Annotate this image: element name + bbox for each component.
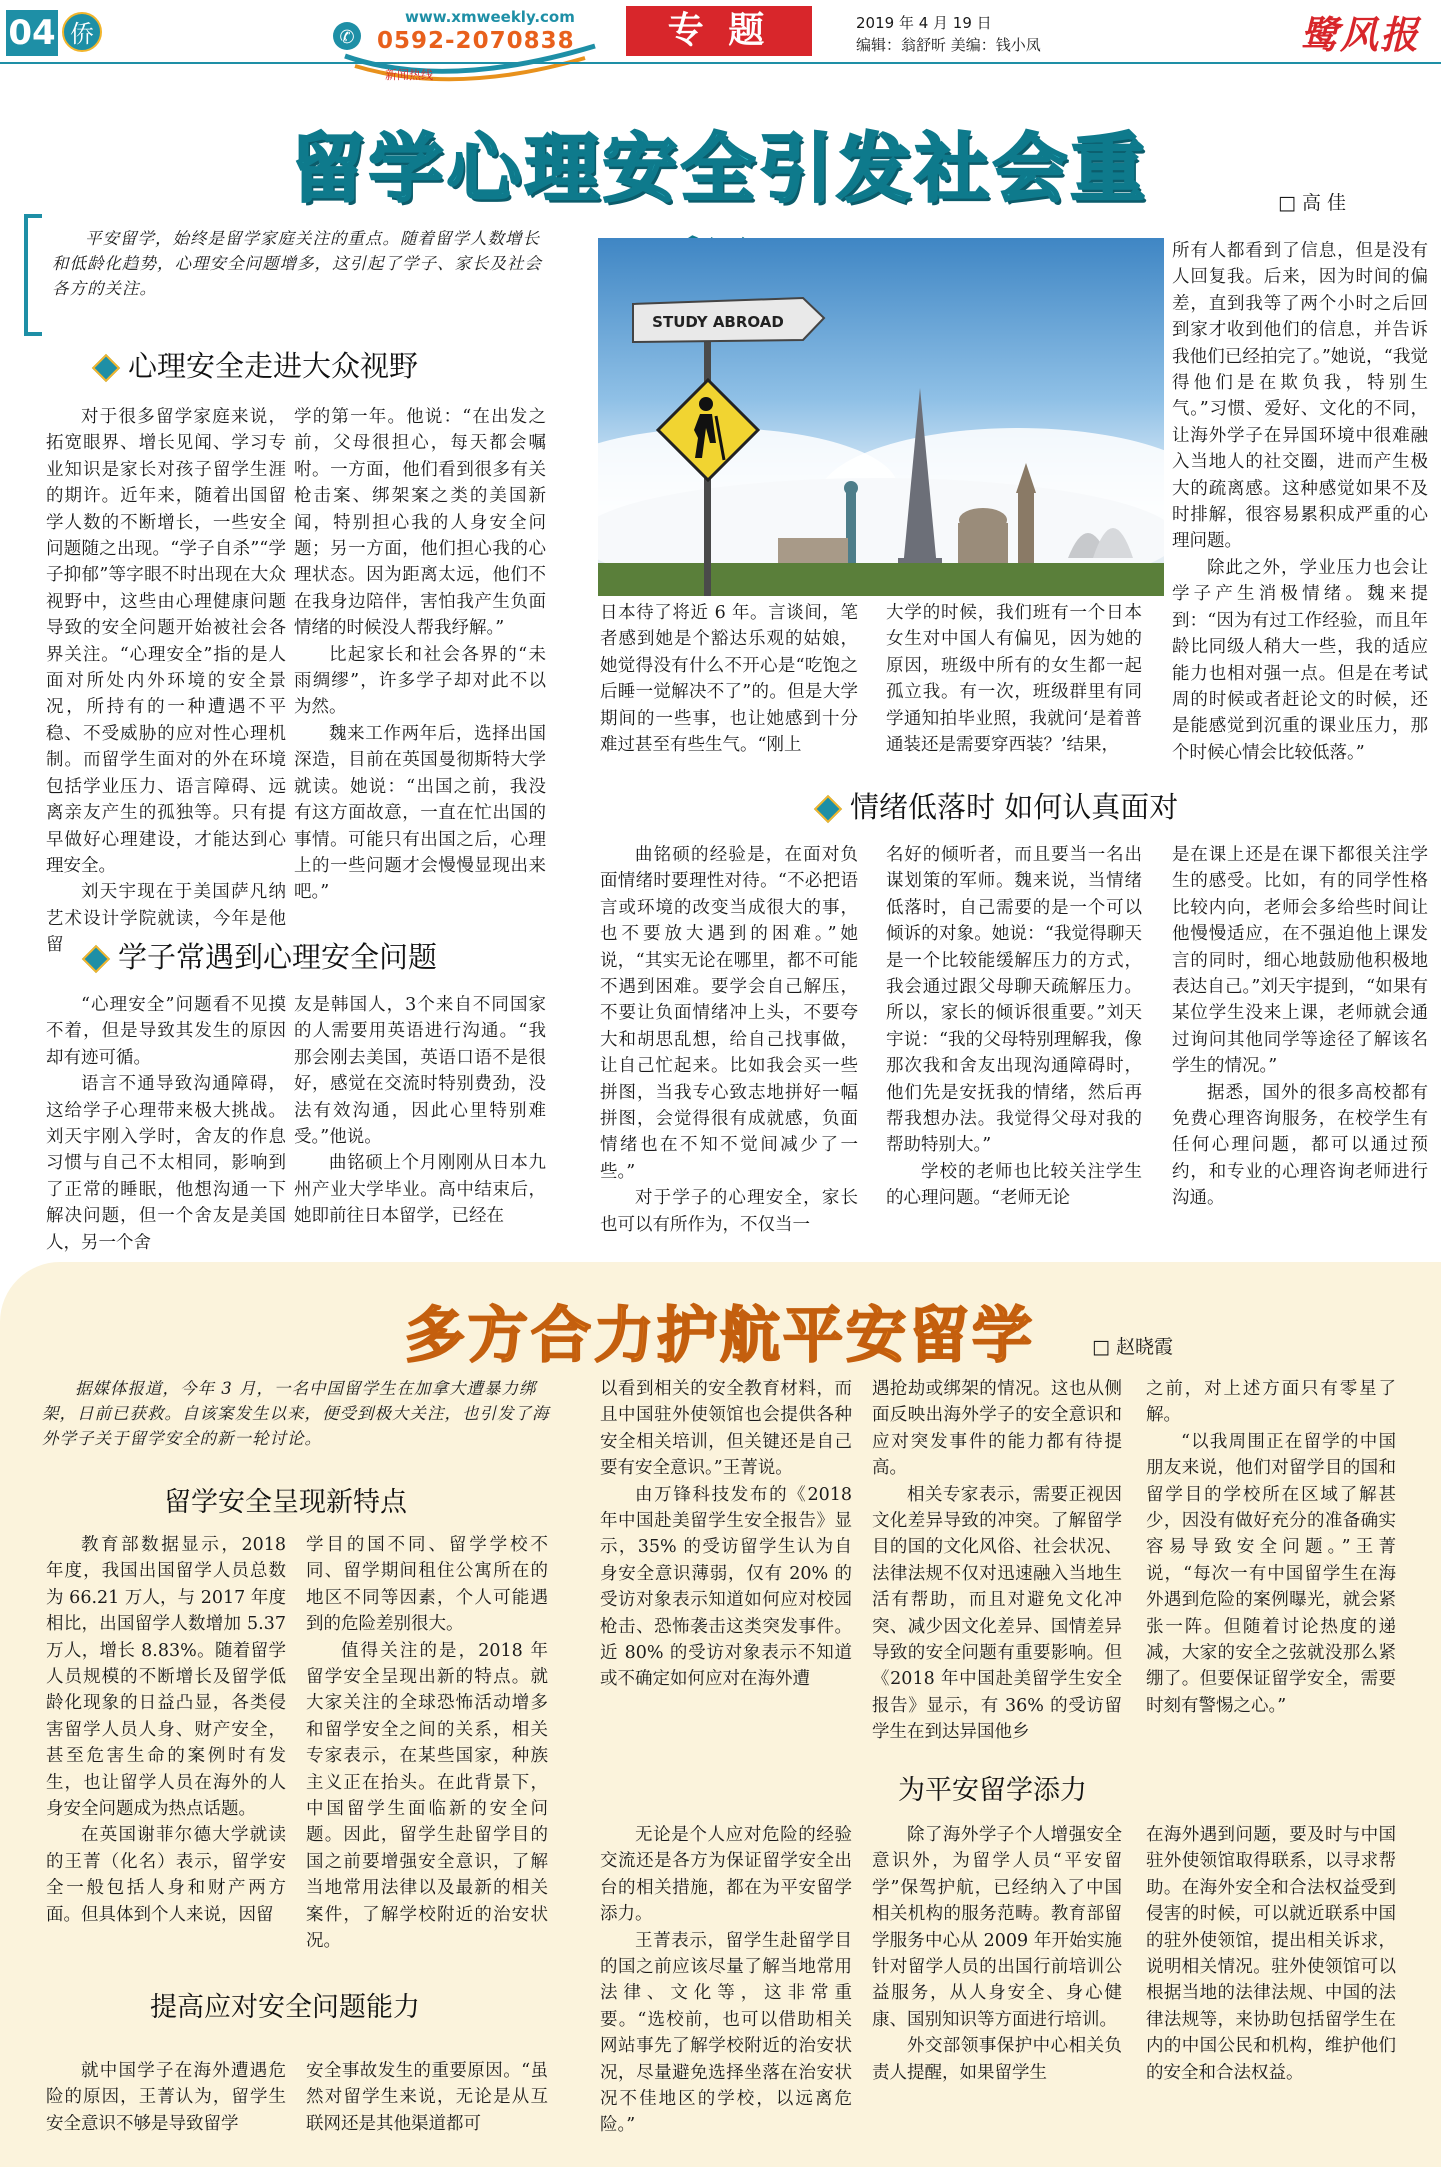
article2-subhead-1: 留学安全呈现新特点 bbox=[164, 1487, 407, 1518]
article1-col-5 bbox=[600, 600, 858, 758]
paragraph: 遇抢劫或绑架的情况。这也从侧面反映出海外学子的安全意识和应对突发事件的能力都有待提高。 bbox=[872, 1379, 1122, 1479]
paragraph: 比起家长和社会各界的“未雨绸缪”，许多学子却对此不以为然。 bbox=[294, 644, 546, 718]
paragraph: 由万锋科技发布的《2018 年中国赴美留学生安全报告》显示，35% 的受访留学生认为自身安全意识薄弱，仅有 20% 的受访对象表示知道如何应对校园枪击、恐怖袭击这类突发事件。近 80% 的受访对象表示不知道或不确定如何应对在海外遭 bbox=[600, 1484, 852, 1690]
website-url[interactable]: www.xmweekly.com bbox=[405, 8, 575, 26]
article1-title: 留学心理安全引发社会重 bbox=[291, 126, 1149, 212]
paragraph: 学校的老师也比较关注学生的心理问题。“老师无论 bbox=[886, 1161, 1142, 1209]
paragraph: 曲铭硕上个月刚刚从日本九州产业大学毕业。高中结束后，她即前往日本留学，已经在 bbox=[294, 1153, 546, 1227]
article1-subhead-1 bbox=[96, 344, 418, 385]
study-abroad-illustration bbox=[598, 238, 1164, 596]
article2-lead: 据媒体报道，今年 3 月，一名中国留学生在加拿大遭暴力绑架，日前已获救。自该案发生以来，便受到极大关注，也引发了海外学子关于留学安全的新一轮讨论。 bbox=[42, 1379, 550, 1448]
paragraph: 就中国学子在海外遭遇危险的原因，王菁认为，留学生安全意识不够是导致留学 bbox=[46, 2061, 286, 2134]
paragraph: 是在课上还是在课下都很关注学生的感受。比如，有的同学性格比较内向，老师会多给些时间让他慢慢适应，在不强迫他上课发言的同时，细心地鼓励他积极地表达自己。”刘天宇提到，“如果有某位学生没来上课，老师就会通过询问其他同学等途径了解该名学生的情况。” bbox=[1172, 845, 1428, 1077]
paragraph: 日本待了将近 6 年。言谈间，笔者感到她是个豁达乐观的姑娘，她觉得没有什么不开心是“吃饱之后睡一觉解决不了”的。但是大学期间的一些事，也让她感到十分难过甚至有些生气。“刚上 bbox=[600, 603, 858, 756]
paragraph: 除了海外学子个人增强安全意识外，为留学人员“平安留学”保驾护航，已经纳入了中国相关机构的服务范畴。教育部留学服务中心从 2009 年开始实施针对留学人员的出国行前培训公益服务，从人身安全、身心健康、国别知识等方面进行培训。 bbox=[872, 1825, 1122, 2030]
hotline-phone: 0592-2070838 bbox=[377, 28, 575, 54]
article1-subhead-2 bbox=[86, 935, 437, 976]
paragraph: 除此之外，学业压力也会让学子产生消极情绪。魏来提到：“因为有过工作经验，而且年龄比同级人稍大一些，我的适应能力也相对强一点。但是在考试周的时候或者赶论文的时候，还是能感觉到沉重的课业压力，那个时候心情会比较低落。” bbox=[1172, 557, 1428, 763]
hotline-label: 新闻热线 bbox=[385, 68, 434, 82]
article2-col-5 bbox=[1146, 1376, 1396, 1719]
article2-col-9 bbox=[872, 1822, 1122, 2086]
article1-col-9 bbox=[886, 842, 1142, 1212]
paragraph: 刘天宇现在于美国萨凡纳艺术设计学院就读，今年是他留 bbox=[46, 882, 286, 956]
article2-col-1 bbox=[46, 1532, 286, 1928]
article2-title: 多方合力护航平安留学 bbox=[405, 1301, 1035, 1371]
paragraph: 在海外遇到问题，要及时与中国驻外使领馆取得联系，以寻求帮助。在海外安全和合法权益受到侵害的时候，可以就近联系中国的驻外使领馆，提出相关诉求，说明相关情况。驻外使领馆可以根据当地的法律法规、中国的法律法规等，来协助包括留学生在内的中国公民和机构，维护他们的安全和合法权益。 bbox=[1146, 1825, 1396, 2083]
paragraph: 值得关注的是，2018 年留学安全呈现出新的特点。就大家关注的全球恐怖活动增多和留学安全之间的关系，相关专家表示，在某些国家，种族主义正在抬头。在此背景下，中国留学生面临新的安全问题。因此，留学生赴留学目的国之前要增强安全意识，了解当地常用法律以及最新的相关案件，了解学校附近的治安状况。 bbox=[306, 1640, 548, 1952]
article2-col-6 bbox=[46, 2058, 286, 2137]
diamond-bullet-icon bbox=[814, 795, 842, 823]
paragraph: 外交部领事保护中心相关负责人提醒，如果留学生 bbox=[872, 2036, 1122, 2083]
article2-col-10 bbox=[1146, 1822, 1396, 2086]
lead-bracket bbox=[24, 214, 42, 336]
paragraph: 对于很多留学家庭来说，拓宽眼界、增长见闻、学习专业知识是家长对孩子留学生涯的期许。近年来，随着出国留学人数的不断增长，一些安全问题随之出现。“学子自杀”“学子抑郁”等字眼不时出现在大众视野中，这些由心理健康问题导致的安全问题开始被社会各界关注。“心理安全”指的是人面对所处内外环境的安全景况，所持有的一种遭遇不平稳、不受威胁的应对性心理机制。而留学生面对的外在环境包括学业压力、语言障碍、远离亲友产生的孤独等。只有提早做好心理建设，才能达到心理安全。 bbox=[46, 407, 286, 876]
signpost-text: STUDY ABROAD bbox=[652, 313, 784, 331]
article1-col-7 bbox=[1172, 238, 1428, 766]
article1-col-10 bbox=[1172, 842, 1428, 1212]
paragraph: 学目的国不同、留学学校不同、留学期间租住公寓所在的地区不同等因素，个人可能遇到的危险差别很大。 bbox=[306, 1535, 548, 1635]
paragraph: 教育部数据显示，2018 年度，我国出国留学人员总数为 66.21 万人，与 2017 年度相比，出国留学人数增加 5.37 万人，增长 8.83%。随着留学人员规模的不断增长及留学低龄化现象的日益凸显，各类侵害留学人员人身、财产安全，甚至危害生命的案例时有发生，也让留学人员在海外的人身安全问题成为热点话题。 bbox=[46, 1535, 286, 1820]
article2-subhead-2: 提高应对安全问题能力 bbox=[150, 1992, 420, 2023]
article1-col-2 bbox=[294, 404, 546, 906]
paragraph: 曲铭硕的经验是，在面对负面情绪时要理性对待。“不必把语言或环境的改变当成很大的事，也不要放大遇到的困难。”她说，“其实无论在哪里，都不可能不遇到困难。要学会自己解压，不要让负面情绪冲上头，不要夸大和胡思乱想，给自己找事做，让自己忙起来。比如我会买一些拼图，当我专心致志地拼好一幅拼图，会觉得很有成就感，负面情绪也在不知不觉间减少了一些。” bbox=[600, 845, 858, 1182]
paragraph: 据悉，国外的很多高校都有免费心理咨询服务，在校学生有任何心理问题，都可以通过预约，和专业的心理咨询老师进行沟通。 bbox=[1172, 1082, 1428, 1209]
article2-byline: □ 赵晓霞 bbox=[1092, 1336, 1173, 1358]
paragraph: 大学的时候，我们班有一个日本女生对中国人有偏见，因为她的原因，班级中所有的女生都一起孤立我。有一次，班级群里有同学通知拍毕业照，我就问‘是着普通装还是需要穿西装？’结果， bbox=[886, 603, 1142, 756]
article1-lead: 平安留学，始终是留学家庭关注的重点。随着留学人数增长和低龄化趋势，心理安全问题增多，这引起了学子、家长及社会各方的关注。 bbox=[52, 229, 542, 298]
paragraph: “以我周围正在留学的中国朋友来说，他们对留学目的国和留学目的学校所在区域了解甚少，因没有做好充分的准备确实容易导致安全问题。”王菁说，“每次一有中国留学生在海外遇到危险的案例曝光，就会紧张一阵。但随着讨论热度的递减，大家的安全之弦就没那么紧绷了。但要保证留学安全，需要时刻有警惕之心。” bbox=[1146, 1431, 1396, 1716]
article1-col-6 bbox=[886, 600, 1142, 758]
article2-col-2 bbox=[306, 1532, 548, 1955]
subhead-text: 心理安全走进大众视野 bbox=[128, 349, 419, 383]
paragraph: “心理安全”问题看不见摸不着，但是导致其发生的原因却有迹可循。 bbox=[46, 995, 286, 1068]
diamond-bullet-icon bbox=[92, 354, 120, 382]
paragraph: 语言不通导致沟通障碍，这给学子心理带来极大挑战。刘天宇刚入学时，舍友的作息习惯与自己不太相同，影响到了正常的睡眠，他想沟通一下解决问题，但一个舍友是美国人，另一个舍 bbox=[46, 1074, 286, 1253]
subhead-text: 学子常遇到心理安全问题 bbox=[118, 940, 438, 974]
header-rule bbox=[0, 62, 1441, 64]
paragraph: 以看到相关的安全教育材料，而且中国驻外使领馆也会提供各种安全相关培训，但关键还是自己要有安全意识。”王菁说。 bbox=[600, 1379, 852, 1479]
paragraph: 学的第一年。他说：“在出发之前，父母很担心，每天都会嘱咐。一方面，他们看到很多有关枪击案、绑架案之类的美国新闻，特别担心我的人身安全问题；另一方面，他们担心我的心理状态。因为距离太远，他们不在我身边陪伴，害怕我产生负面情绪的时候没人帮我纾解。” bbox=[294, 407, 546, 639]
hotline-logo bbox=[325, 6, 615, 86]
paragraph: 在英国谢菲尔德大学就读的王菁（化名）表示，留学安全一般包括人身和财产两方面。但具体到个人来说，因留 bbox=[46, 1825, 286, 1925]
paragraph: 王菁表示，留学生赴留学目的国之前应该尽量了解当地常用法律、文化等，这非常重要。“选校前，也可以借助相关网站事先了解学校附近的治安状况，尽量避免选择坐落在治安状况不佳地区的学校，以远离危险。” bbox=[600, 1930, 852, 2136]
paragraph: 安全事故发生的重要原因。“虽然对留学生来说，无论是从互联网还是其他渠道都可 bbox=[306, 2061, 548, 2134]
article1-byline: □ 高 佳 bbox=[1278, 192, 1347, 214]
page-tag-badge: 侨 bbox=[62, 12, 102, 52]
paragraph: 名好的倾听者，而且要当一名出谋划策的军师。魏来说，当情绪低落时，自己需要的是一个可以倾诉的对象。她说：“我觉得聊天是一个比较能缓解压力的方式，我会通过跟父母聊天疏解压力。所以，家长的倾诉很重要。”刘天宇说：“我的父母特别理解我，像那次我和舍友出现沟通障碍时，他们先是安抚我的情绪，然后再帮我想办法。我觉得父母对我的帮助特别大。” bbox=[886, 845, 1142, 1156]
article2-col-7 bbox=[306, 2058, 548, 2137]
article1-col-8 bbox=[600, 842, 858, 1238]
article2-col-4 bbox=[872, 1376, 1122, 1746]
issue-date: 2019 年 4 月 19 日 bbox=[856, 14, 992, 32]
editors-line: 编辑：翁舒昕 美编：钱小凤 bbox=[856, 36, 1041, 54]
article1-subhead-3 bbox=[818, 785, 1178, 826]
subhead-text: 情绪低落时 如何认真面对 bbox=[850, 790, 1179, 824]
paper-name-logo: 鹭风报 bbox=[1300, 12, 1421, 57]
diamond-bullet-icon bbox=[82, 945, 110, 973]
article1-col-1 bbox=[46, 404, 286, 959]
paragraph: 所有人都看到了信息，但是没有人回复我。后来，因为时间的偏差，直到我等了两个小时之后回到家才收到他们的信息，并告诉我他们已经拍完了。”她说，“我觉得他们是在欺负我，特别生气。”习惯、爱好、文化的不同，让海外学子在异国环境中很难融入当地人的社交圈，进而产生极大的疏离感。这种感觉如果不及时排解，很容易累积成严重的心理问题。 bbox=[1172, 241, 1428, 552]
article2-col-8 bbox=[600, 1822, 852, 2139]
paragraph: 无论是个人应对危险的经验交流还是各方为保证留学安全出台的相关措施，都在为平安留学添力。 bbox=[600, 1825, 852, 1925]
section-title: 专 题 bbox=[626, 6, 812, 56]
page-number-box: 04 bbox=[6, 10, 58, 56]
article1-col-4 bbox=[294, 992, 546, 1230]
svg-text:✆: ✆ bbox=[339, 27, 355, 48]
article1-col-3 bbox=[46, 992, 286, 1256]
paragraph: 相关专家表示，需要正视因文化差异导致的冲突。了解留学目的国的文化风俗、社会状况、法律法规不仅对迅速融入当地生活有帮助，而且对避免文化冲突、减少因文化差异、国情差异导致的安全问题有重要影响。但《2018 年中国赴美留学生安全报告》显示，有 36% 的受访留学生在到达异国他乡 bbox=[872, 1484, 1122, 1743]
paragraph: 魏来工作两年后，选择出国深造，目前在英国曼彻斯特大学就读。她说：“出国之前，我没有这方面故意，一直在忙出国的事情。可能只有出国之后，心理上的一些问题才会慢慢显现出来吧。” bbox=[294, 723, 546, 903]
study-abroad-photo bbox=[598, 238, 1164, 596]
article2-subhead-3: 为平安留学添力 bbox=[898, 1775, 1087, 1806]
paragraph: 友是韩国人，3个来自不同国家的人需要用英语进行沟通。“我那会刚去美国，英语口语不是很好，感觉在交流时特别费劲，没法有效沟通，因此心里特别难受。”他说。 bbox=[294, 995, 546, 1148]
article2-col-3 bbox=[600, 1376, 852, 1693]
paragraph: 对于学子的心理安全，家长也可以有所作为，不仅当一 bbox=[600, 1188, 858, 1235]
paragraph: 之前，对上述方面只有零星了解。 bbox=[1146, 1379, 1396, 1426]
